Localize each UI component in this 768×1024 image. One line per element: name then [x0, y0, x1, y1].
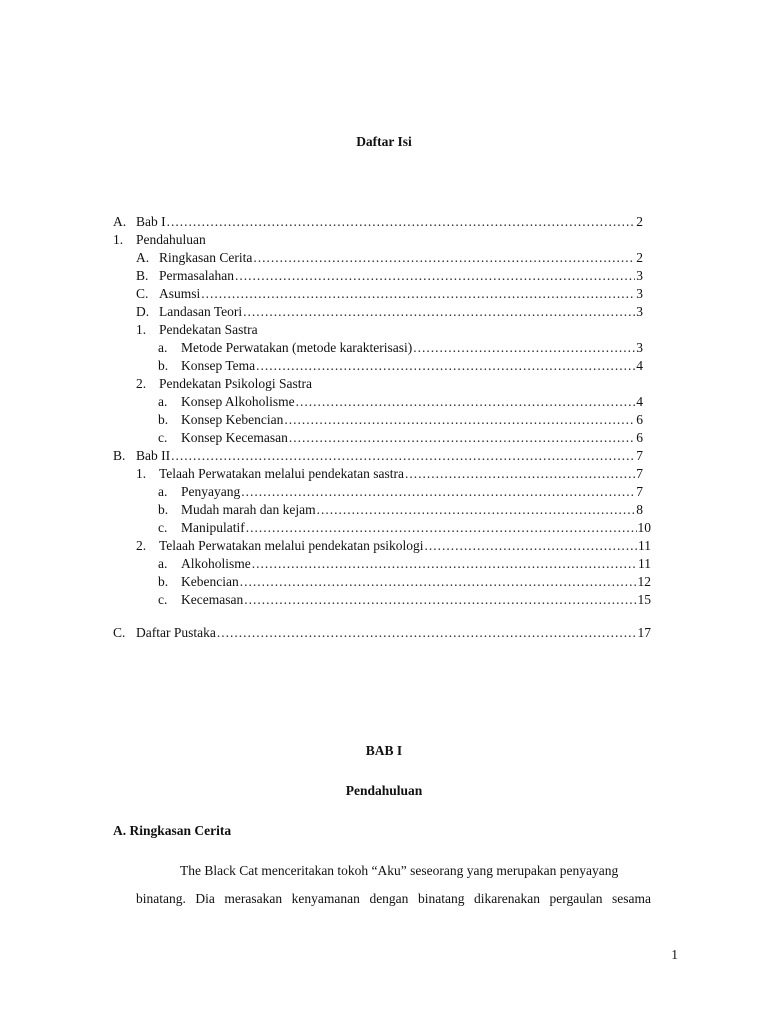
toc-marker: c. — [158, 592, 168, 607]
toc-leader — [424, 537, 637, 555]
toc-marker: 1. — [136, 466, 147, 481]
toc-entry[interactable] — [136, 375, 312, 393]
toc-entry[interactable] — [158, 339, 643, 357]
toc-label: Mudah marah dan kejam — [181, 502, 316, 517]
chapter-subtitle: Pendahuluan — [345, 783, 423, 798]
toc-label: Konsep Alkoholisme — [181, 394, 295, 409]
toc-leader — [167, 213, 636, 231]
toc-marker: B. — [136, 268, 149, 283]
toc-marker: C. — [136, 286, 149, 301]
paragraph-line: binatang. Dia merasakan kenyamanan dengan binatang dikarenakan pergaulan sesama — [136, 891, 651, 906]
toc-label: Metode Perwatakan (metode karakterisasi) — [181, 340, 413, 355]
toc-leader — [317, 501, 636, 519]
toc-leader — [413, 339, 635, 357]
toc-entry[interactable] — [158, 411, 643, 429]
toc-marker: 1. — [136, 322, 147, 337]
chapter-title: BAB I — [365, 743, 403, 758]
toc-entry[interactable] — [158, 357, 643, 375]
toc-marker: 1. — [113, 232, 124, 247]
toc-entry[interactable] — [113, 213, 643, 231]
toc-entry[interactable] — [136, 303, 643, 321]
toc-page: 3 — [636, 286, 643, 301]
toc-page: 2 — [636, 250, 643, 265]
toc-marker: 2. — [136, 376, 147, 391]
toc-page: 7 — [636, 448, 643, 463]
toc-entry[interactable] — [158, 393, 643, 411]
toc-entry[interactable] — [158, 573, 651, 591]
toc-entry[interactable] — [113, 624, 651, 642]
toc-leader — [296, 393, 636, 411]
toc-marker: A. — [136, 250, 150, 265]
toc-page: 12 — [637, 574, 651, 589]
toc-page: 4 — [636, 358, 643, 373]
toc-entry[interactable] — [158, 429, 643, 447]
toc-marker: a. — [158, 484, 168, 499]
toc-leader — [217, 624, 637, 642]
toc-label: Telaah Perwatakan melalui pendekatan psikologi — [159, 538, 424, 553]
section-heading: A. Ringkasan Cerita — [113, 823, 232, 838]
toc-entry[interactable] — [158, 483, 643, 501]
toc-page: 15 — [637, 592, 651, 607]
toc-page: 10 — [637, 520, 651, 535]
toc-entry[interactable] — [158, 591, 651, 609]
toc-leader — [246, 519, 637, 537]
toc-entry[interactable] — [136, 249, 643, 267]
toc-marker: A. — [113, 214, 127, 229]
toc-marker: b. — [158, 502, 169, 517]
toc-marker: b. — [158, 574, 169, 589]
toc-leader — [252, 555, 637, 573]
toc-page: 3 — [636, 340, 643, 355]
toc-marker: C. — [113, 625, 126, 640]
toc-leader — [284, 411, 635, 429]
toc-marker: D. — [136, 304, 150, 319]
toc-label: Pendekatan Psikologi Sastra — [159, 376, 312, 391]
toc-title: Daftar Isi — [356, 134, 412, 149]
toc-entry[interactable] — [136, 537, 651, 555]
toc-leader — [405, 465, 635, 483]
toc-marker: 2. — [136, 538, 147, 553]
toc-leader — [201, 285, 635, 303]
toc-leader — [243, 303, 635, 321]
toc-label: Pendahuluan — [136, 232, 206, 247]
toc-label: Permasalahan — [159, 268, 234, 283]
toc-label: Landasan Teori — [159, 304, 243, 319]
toc-page: 2 — [636, 214, 643, 229]
toc-marker: a. — [158, 340, 168, 355]
toc-leader — [235, 267, 635, 285]
toc-label: Konsep Tema — [181, 358, 256, 373]
toc-leader — [241, 483, 635, 501]
toc-label: Konsep Kecemasan — [181, 430, 288, 445]
toc-page: 11 — [638, 556, 651, 571]
paragraph-line: The Black Cat menceritakan tokoh “Aku” seseorang yang merupakan penyayang — [180, 863, 619, 878]
toc-entry[interactable] — [136, 267, 643, 285]
toc-marker: b. — [158, 412, 169, 427]
toc-marker: a. — [158, 394, 168, 409]
toc-leader — [244, 591, 636, 609]
toc-marker: B. — [113, 448, 126, 463]
toc-leader — [253, 249, 635, 267]
toc-label: Asumsi — [159, 286, 201, 301]
toc-page: 11 — [638, 538, 651, 553]
toc-label: Daftar Pustaka — [136, 625, 216, 640]
toc-leader — [171, 447, 635, 465]
toc-label: Bab II — [136, 448, 171, 463]
toc-label: Penyayang — [181, 484, 241, 499]
toc-entry[interactable] — [136, 321, 258, 339]
toc-entry[interactable] — [158, 501, 643, 519]
toc-label: Kecemasan — [181, 592, 244, 607]
toc-marker: c. — [158, 520, 168, 535]
toc-entry[interactable] — [113, 231, 206, 249]
toc-label: Ringkasan Cerita — [159, 250, 253, 265]
toc-label: Telaah Perwatakan melalui pendekatan sastra — [159, 466, 404, 481]
toc-leader — [256, 357, 635, 375]
toc-label: Manipulatif — [181, 520, 245, 535]
toc-page: 4 — [636, 394, 643, 409]
toc-leader — [240, 573, 637, 591]
toc-page: 6 — [636, 412, 643, 427]
toc-page: 8 — [636, 502, 643, 517]
toc-leader — [289, 429, 635, 447]
toc-page: 6 — [636, 430, 643, 445]
toc-page: 7 — [636, 484, 643, 499]
toc-page: 3 — [636, 304, 643, 319]
toc-entry[interactable] — [136, 465, 643, 483]
toc-label: Konsep Kebencian — [181, 412, 284, 427]
toc-entry[interactable] — [158, 519, 651, 537]
toc-entry[interactable] — [158, 555, 651, 573]
toc-page: 17 — [637, 625, 651, 640]
body-paragraph — [136, 857, 651, 913]
toc-label: Pendekatan Sastra — [159, 322, 258, 337]
toc-marker: a. — [158, 556, 168, 571]
toc-page: 7 — [636, 466, 643, 481]
page-number: 1 — [671, 947, 678, 962]
toc-entry[interactable] — [113, 447, 643, 465]
toc-marker: b. — [158, 358, 169, 373]
toc-label: Bab I — [136, 214, 166, 229]
toc-label: Kebencian — [181, 574, 239, 589]
toc-page: 3 — [636, 268, 643, 283]
toc-entry[interactable] — [136, 285, 643, 303]
toc-label: Alkoholisme — [181, 556, 251, 571]
toc-marker: c. — [158, 430, 168, 445]
